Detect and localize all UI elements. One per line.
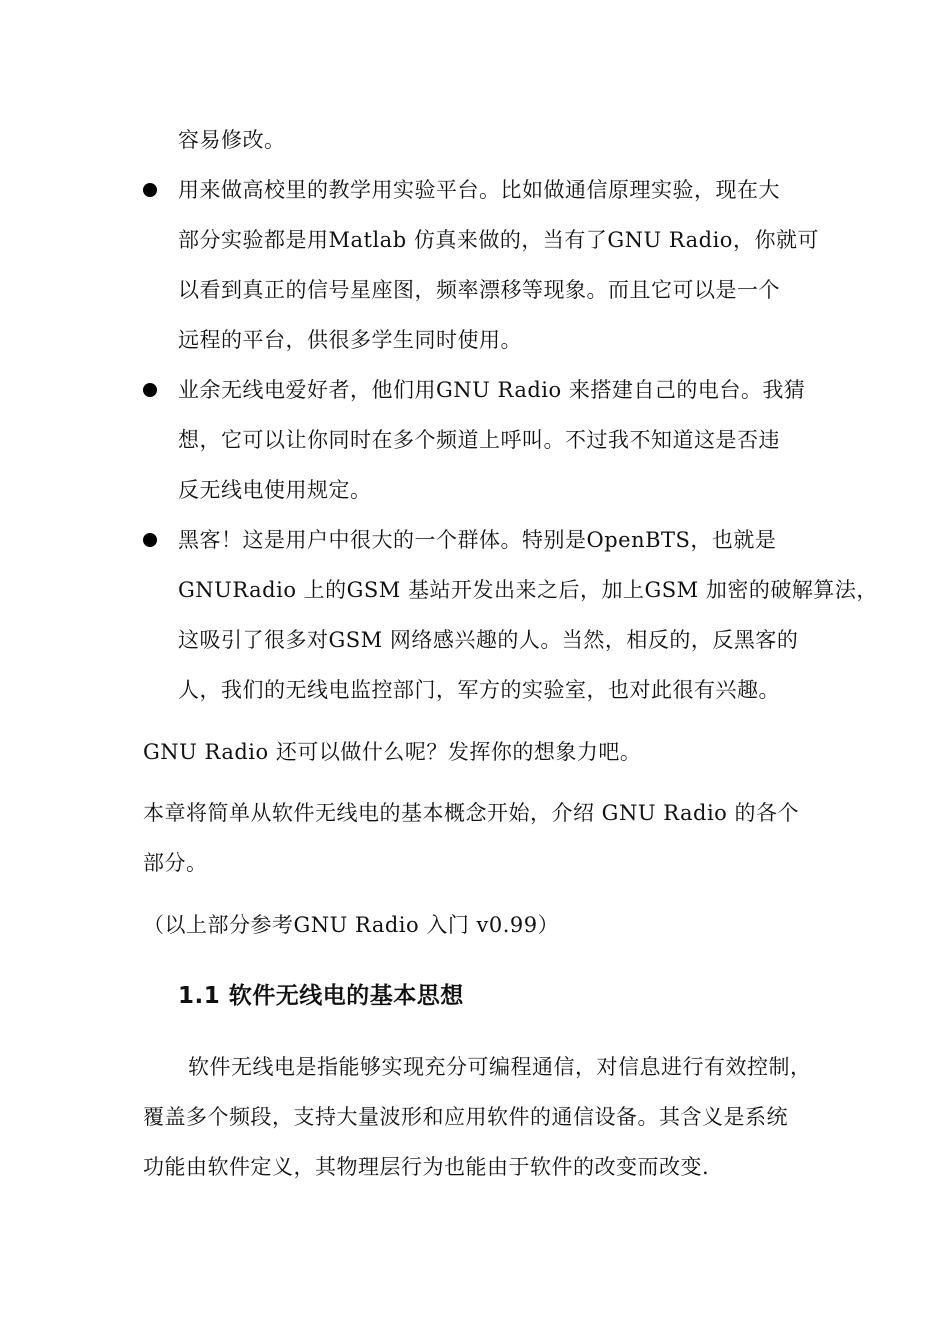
bullet-2-line-2: 想，它可以让你同时在多个频道上呼叫。不过我不知道这是否违 bbox=[178, 428, 780, 452]
bullet-dot bbox=[143, 533, 157, 547]
section-body-line-3: 功能由软件定义，其物理层行为也能由于软件的改变而改变. bbox=[143, 1155, 710, 1179]
bullet-dot bbox=[143, 383, 157, 397]
question-paragraph: GNU Radio 还可以做什么呢？发挥你的想象力吧。 bbox=[143, 740, 642, 764]
bullet-1-line-1: 用来做高校里的教学用实验平台。比如做通信原理实验，现在大 bbox=[178, 178, 780, 202]
bullet-3-line-1: 黑客！这是用户中很大的一个群体。特别是OpenBTS，也就是 bbox=[178, 528, 777, 552]
bullet-1-line-4: 远程的平台，供很多学生同时使用。 bbox=[178, 328, 522, 352]
bullet-1-line-2: 部分实验都是用Matlab 仿真来做的，当有了GNU Radio，你就可 bbox=[178, 228, 819, 252]
reference-note: （以上部分参考GNU Radio 入门 v0.99） bbox=[143, 913, 560, 937]
bullet-3-line-2: GNURadio 上的GSM 基站开发出来之后，加上GSM 加密的破解算法， bbox=[178, 578, 878, 602]
section-body-line-2: 覆盖多个频段，支持大量波形和应用软件的通信设备。其含义是系统 bbox=[143, 1105, 788, 1129]
continuation-line: 容易修改。 bbox=[178, 128, 286, 152]
bullet-dot bbox=[143, 183, 157, 197]
intro-paragraph-line-2: 部分。 bbox=[143, 851, 208, 875]
bullet-2-line-3: 反无线电使用规定。 bbox=[178, 478, 372, 502]
bullet-2-line-1: 业余无线电爱好者，他们用GNU Radio 来搭建自己的电台。我猜 bbox=[178, 378, 806, 402]
section-heading: 1.1 软件无线电的基本思想 bbox=[178, 983, 464, 1009]
bullet-3-line-3: 这吸引了很多对GSM 网络感兴趣的人。当然，相反的，反黑客的 bbox=[178, 628, 799, 652]
bullet-1-line-3: 以看到真正的信号星座图，频率漂移等现象。而且它可以是一个 bbox=[178, 278, 780, 302]
bullet-3-line-4: 人，我们的无线电监控部门，军方的实验室，也对此很有兴趣。 bbox=[178, 678, 780, 702]
intro-paragraph-line-1: 本章将简单从软件无线电的基本概念开始，介绍 GNU Radio 的各个 bbox=[143, 801, 799, 825]
section-body-line-1: 软件无线电是指能够实现充分可编程通信，对信息进行有效控制， bbox=[188, 1055, 812, 1079]
